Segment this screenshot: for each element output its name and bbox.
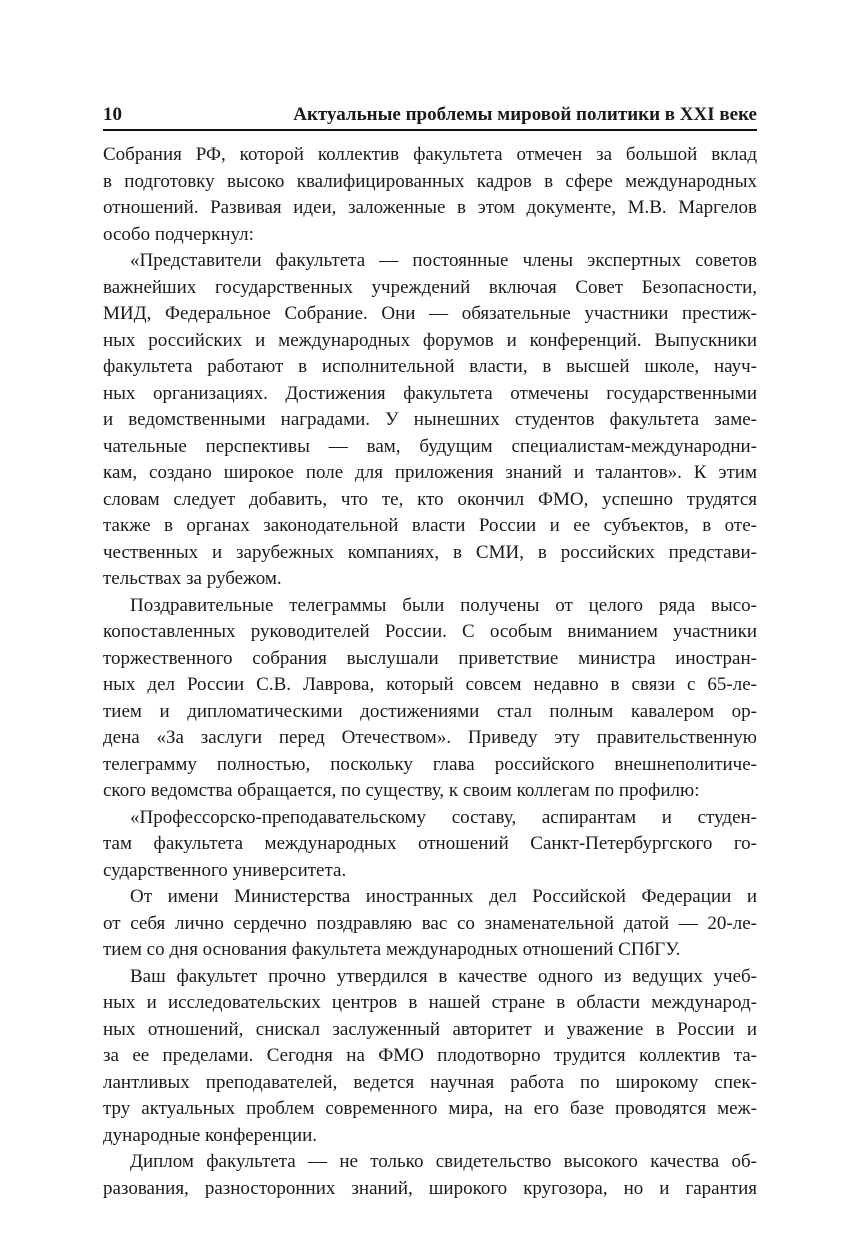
text-line: за ее пределами. Сегодня на ФМО плодотворно трудится коллектив та-	[103, 1045, 757, 1066]
text-line: МИД, Федеральное Собрание. Они — обязательные участники престиж-	[103, 303, 757, 324]
text-line: ных отношений, снискал заслуженный авторитет и уважение в России и	[103, 1018, 757, 1040]
text-line: сударственного университета.	[103, 859, 347, 881]
text-line: «Профессорско-преподавательскому составу, аспирантам и студен-	[130, 806, 757, 828]
text-line: чательные перспективы — вам, будущим специалистам-международни-	[103, 435, 757, 457]
running-title: Актуальные проблемы мировой политики в XXI веке	[293, 104, 757, 125]
text-line: От имени Министерства иностранных дел Российской Федерации и	[130, 886, 757, 907]
text-line: ных российских и международных форумов и конференций. Выпускники	[103, 329, 757, 351]
text-line: разования, разносторонних знаний, широкого кругозора, но и гарантия	[103, 1177, 757, 1199]
text-line: телеграмму полностью, поскольку глава российского внешнеполитиче-	[103, 753, 757, 775]
text-line: отношений. Развивая идеи, заложенные в этом документе, М.В. Маргелов	[103, 197, 757, 218]
text-line: Собрания РФ, которой коллектив факультета отмечен за большой вклад	[103, 144, 757, 165]
text-line: словам следует добавить, что те, кто окончил ФМО, успешно трудятся	[103, 488, 757, 510]
text-line: копоставленных руководителей России. С особым вниманием участники	[103, 621, 757, 642]
text-line: тием и дипломатическими достижениями стал полным кавалером ор-	[103, 700, 757, 722]
text-line: торжественного собрания выслушали приветствие министра иностран-	[103, 647, 757, 669]
text-line: ных и исследовательских центров в нашей стране в области международ-	[103, 992, 757, 1013]
body-text	[103, 142, 757, 1202]
text-line: Диплом факультета — не только свидетельство высокого качества об-	[130, 1151, 757, 1172]
text-line: в подготовку высоко квалифицированных кадров в сфере международных	[103, 170, 757, 192]
text-line: «Представители факультета — постоянные члены экспертных советов	[130, 250, 757, 271]
text-line: дена «За заслуги перед Отечеством». Приведу эту правительственную	[103, 727, 757, 748]
text-line: и ведомственными наградами. У нынешних студентов факультета заме-	[103, 409, 757, 430]
text-line: от себя лично сердечно поздравляю вас со знаменательной датой — 20-ле-	[103, 912, 757, 934]
text-line: дународные конференции.	[103, 1124, 318, 1146]
header-rule	[103, 129, 757, 131]
text-line: тием со дня основания факультета международных отношений СПбГУ.	[103, 939, 681, 960]
text-line: тельствах за рубежом.	[103, 568, 282, 589]
text-line: ных дел России С.В. Лаврова, который совсем недавно в связи с 65-ле-	[103, 674, 757, 695]
running-header	[103, 101, 757, 129]
text-line: кам, создано широкое поле для приложения знаний и талантов». К этим	[103, 462, 757, 483]
text-line: факультета работают в исполнительной власти, в высшей школе, науч-	[103, 356, 757, 377]
text-line: чественных и зарубежных компаниях, в СМИ, в российских представи-	[103, 541, 757, 563]
text-line: также в органах законодательной власти России и ее субъектов, в оте-	[103, 515, 757, 536]
text-line: Поздравительные телеграммы были получены от целого ряда высо-	[130, 594, 757, 616]
text-line: важнейших государственных учреждений включая Совет Безопасности,	[103, 276, 757, 298]
page-number: 10	[103, 104, 122, 125]
text-line: ского ведомства обращается, по существу, к своим коллегам по профилю:	[103, 780, 700, 801]
text-line: тру актуальных проблем современного мира, на его базе проводятся меж-	[103, 1098, 757, 1119]
text-line: Ваш факультет прочно утвердился в качестве одного из ведущих учеб-	[130, 965, 757, 987]
text-line: там факультета международных отношений Санкт-Петербургского го-	[103, 833, 757, 854]
text-line: ных организациях. Достижения факультета отмечены государственными	[103, 382, 757, 404]
text-line: особо подчеркнул:	[103, 223, 254, 245]
text-line: лантливых преподавателей, ведется научная работа по широкому спек-	[103, 1071, 757, 1093]
